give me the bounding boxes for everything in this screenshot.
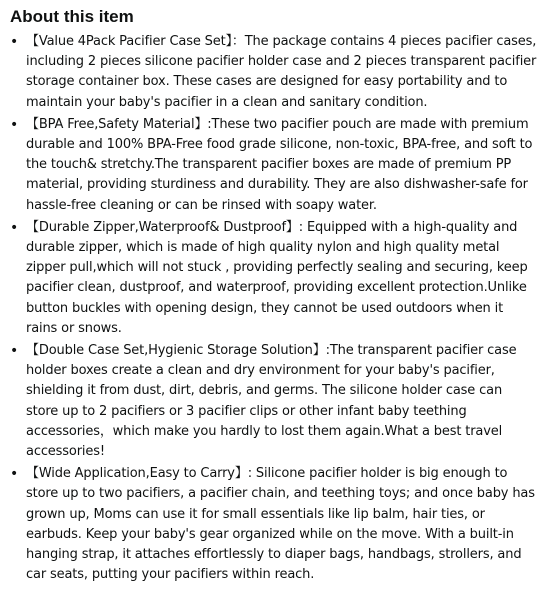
feature-bullet-durable-zipper: • 【Durable Zipper,Waterproof& Dustproof】: Equipped with a high-quality and durable zipper, which is made of high quality nylon and high quality metal zipper pull,which will not stuck , providing perfectly sealing and securing, keep pacifier clean, dustproof, and waterproof, providing excellent protection.Unlike button buckles with opening design, they cannot be used outdoors when it rains or snows. <box>10 218 538 339</box>
section-title: About this item <box>10 7 134 26</box>
feature-bullet-list <box>10 32 538 585</box>
feature-bullet-wide-application: • 【Wide Application,Easy to Carry】: Silicone pacifier holder is big enough to store up to two pacifiers, a pacifier chain, and teething toys; and once baby has grown up, Moms can use it for small essentials like lip balm, hair ties, or earbuds. Keep your baby's gear organized while on the move. With a built-in hanging strap, it attaches effortlessly to diaper bags, handbags, strollers, and car seats, putting your pacifiers within reach. <box>10 464 538 585</box>
feature-bullet-value-pack: • 【Value 4Pack Pacifier Case Set】：The package contains 4 pieces pacifier cases, including 2 pieces silicone pacifier holder case and 2 pieces transparent pacifier storage container box. These cases are designed for easy portability and to maintain your baby's pacifier in a clean and sanitary condition. <box>10 32 538 113</box>
feature-bullet-double-case: • 【Double Case Set,Hygienic Storage Solution】:The transparent pacifier case holder boxes create a clean and dry environment for your baby's pacifier, shielding it from dust, dirt, debris, and germs. The silicone holder case can store up to 2 pacifiers or 3 pacifier clips or other infant baby teething accessories，which make you hardly to lost them again.What a best travel accessories! <box>10 341 538 462</box>
feature-bullet-bpa-free: • 【BPA Free,Safety Material】:These two pacifier pouch are made with premium durable and 100% BPA-Free food grade silicone, non-toxic, BPA-free, and soft to the touch& stretchy.The transparent pacifier boxes are made of premium PP material, providing sturdiness and durability. They are also dishwasher-safe for hassle-free cleaning or can be rinsed with soapy water. <box>10 115 538 216</box>
